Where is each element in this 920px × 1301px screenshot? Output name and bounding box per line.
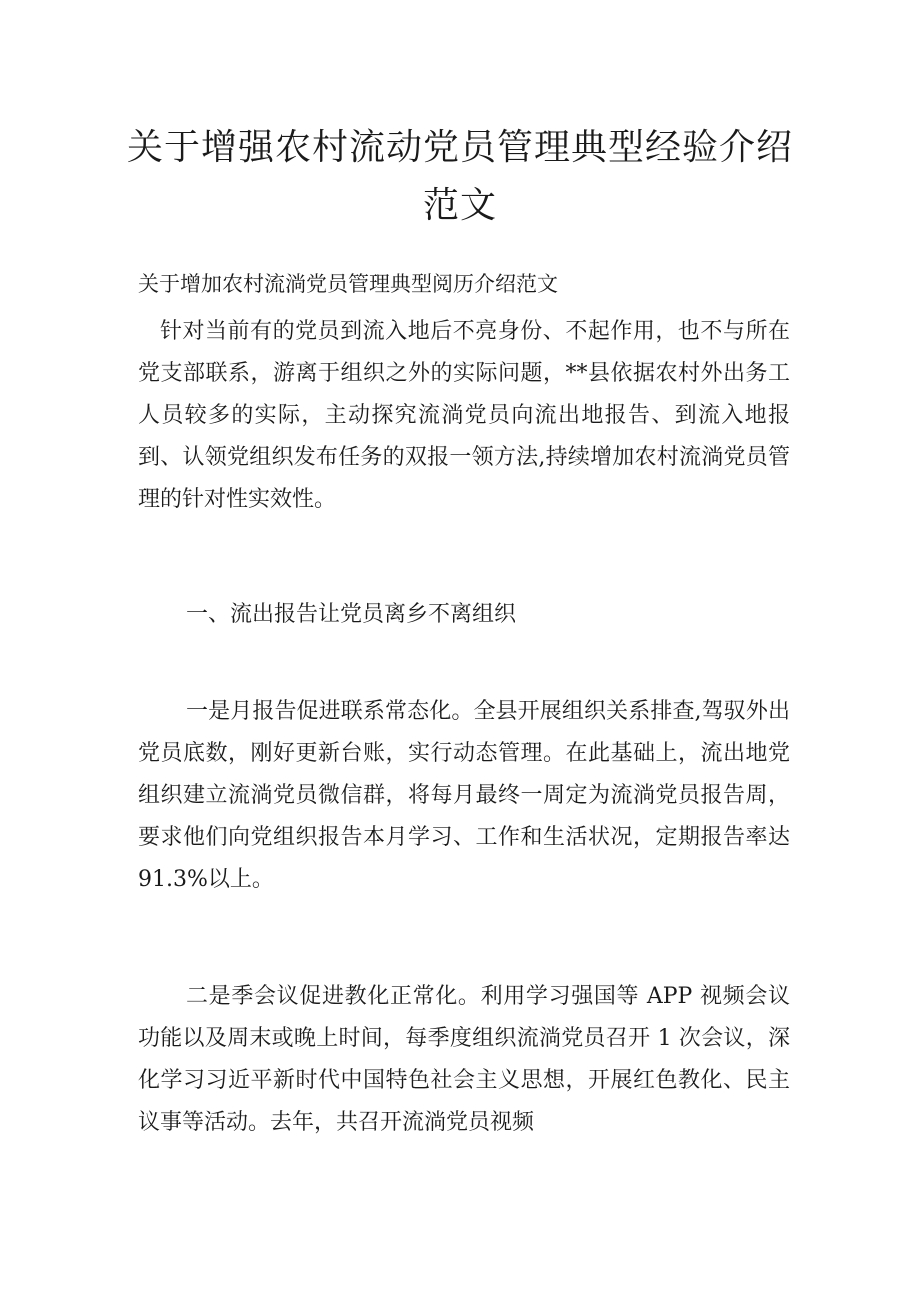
section-heading-1: 一、流出报告让党员离乡不离组织 [186,602,517,627]
intro-paragraph: 针对当前有的党员到流入地后不亮身份、不起作用，也不与所在党支部联系，游离于组织之外的实际问题，**县依据农村外出务工人员较多的实际，主动探究流淌党员向流出地报告、到流入地报到、认领党组织发布任务的双报一领方法,持续增加农村流淌党员管理的针对性实效性。 [138,319,790,512]
document-title-line-2: 范文 [422,185,497,226]
paragraph-monthly-report: 一是月报告促进联系常态化。全县开展组织关系排查,驾驭外出党员底数，刚好更新台账，实行动态管理。在此基础上，流出地党组织建立流淌党员微信群，将每月最终一周定为流淌党员报告周，要求他们向党组织报告本月学习、工作和生活状况，定期报告率达 91.3%以上。 [138,699,790,892]
paragraph-quarterly-meeting: 二是季会议促进教化正常化。利用学习强国等 APP 视频会议功能以及周末或晚上时间，每季度组织流淌党员召开 1 次会议，深化学习习近平新时代中国特色社会主义思想，开展红色教化、民主议事等活动。去年，共召开流淌党员视频 [138,984,790,1135]
document-title-line-1: 关于增强农村流动党员管理典型经验介绍 [126,127,793,168]
document-subtitle: 关于增加农村流淌党员管理典型阅历介绍范文 [138,272,558,296]
